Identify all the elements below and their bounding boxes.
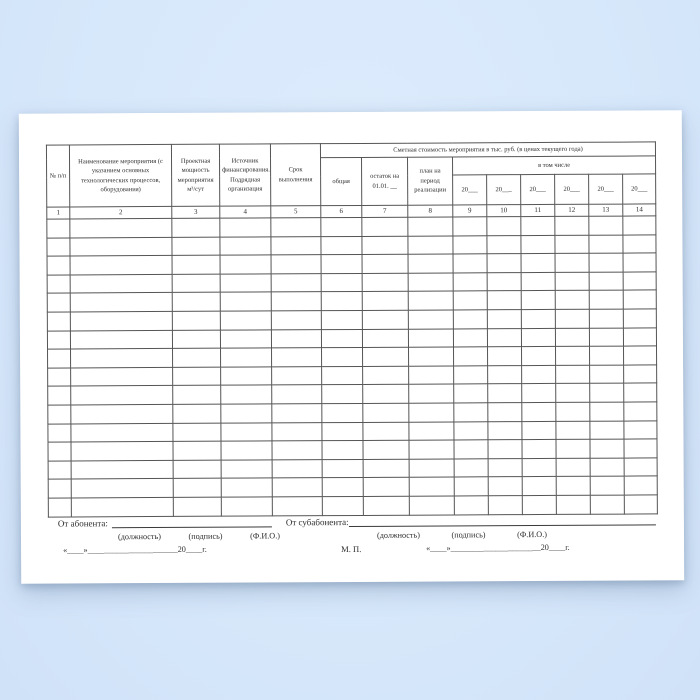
empty-cell [454,347,488,366]
empty-cell [487,272,521,291]
col-header-including: в том числе [453,156,656,175]
empty-cell [272,478,322,497]
empty-cell [453,235,487,254]
empty-cell [624,402,657,421]
position-caption: (должность) [376,530,420,540]
empty-cell [590,383,624,402]
empty-cell [71,404,173,423]
empty-cell [71,386,173,405]
empty-cell [71,479,173,498]
empty-cell [453,217,487,236]
empty-cell [522,477,556,496]
empty-cell [271,255,321,274]
name-caption: (Ф.И.О.) [517,529,548,540]
empty-cell [488,477,522,496]
empty-cell [556,439,590,458]
empty-cell [321,310,362,329]
empty-cell [488,347,522,366]
empty-cell [624,458,657,477]
empty-cell [487,235,521,254]
empty-cell [556,402,590,421]
empty-cell [488,365,522,384]
empty-cell [555,216,589,235]
empty-cell [272,404,322,423]
col-header-remainder: остаток на 01.01. __ [362,157,408,205]
empty-cell [556,421,590,440]
empty-cell [173,478,221,497]
empty-cell [173,386,221,405]
empty-cell [71,423,173,442]
empty-cell [362,254,408,273]
column-number-cell: 10 [487,205,521,217]
empty-cell [590,402,624,421]
empty-cell [556,346,590,365]
empty-cell [47,275,70,294]
signature-caption: (подпись) [188,531,223,541]
empty-cell [521,216,555,235]
empty-cell [48,479,71,498]
col-header-number: № п/п [46,145,69,207]
empty-cell [590,476,624,495]
empty-cell [454,496,488,515]
empty-cell [321,217,362,236]
empty-cell [453,310,487,329]
empty-cell [522,402,556,421]
position-caption: (должность) [117,532,161,542]
table-row [48,495,657,517]
empty-cell [363,422,409,441]
empty-cell [555,291,589,310]
empty-cell [590,458,624,477]
empty-cell [70,218,172,237]
empty-cell [488,440,522,459]
column-number-cell: 11 [521,204,555,216]
empty-cell [172,218,220,237]
empty-cell [488,384,522,403]
abonent-captions [118,531,280,541]
empty-cell [321,329,362,348]
col-header-plan-period: план на период реализации [408,157,453,205]
empty-cell [363,459,409,478]
empty-cell [522,421,556,440]
empty-cell [220,274,271,293]
empty-cell [221,385,272,404]
empty-cell [70,256,172,275]
year-column-header: 20___ [453,175,487,205]
empty-cell [47,256,70,275]
col-header-event-name: Наименование мероприятия (с указанием основных технологических процессов, оборудования) [69,144,171,207]
empty-cell [453,291,487,310]
empty-cell [173,348,221,367]
empty-cell [221,497,272,516]
column-number-cell: 6 [321,205,362,217]
empty-cell [363,366,409,385]
empty-cell [488,421,522,440]
empty-cell [555,253,589,272]
empty-cell [173,367,221,386]
empty-cell [488,403,522,422]
empty-cell [362,217,408,236]
signature-caption: (подпись) [451,530,486,540]
empty-cell [220,311,271,330]
empty-cell [589,272,623,291]
empty-cell [71,460,173,479]
empty-cell [487,291,521,310]
empty-cell [589,216,623,235]
empty-cell [272,497,322,516]
column-number-cell: 5 [271,206,321,218]
empty-cell [272,366,322,385]
year-column-header: 20___ [623,174,656,204]
empty-cell [623,216,656,235]
empty-cell [48,461,71,480]
empty-cell [409,421,454,440]
empty-cell [590,346,624,365]
empty-cell [408,310,453,329]
empty-cell [522,365,556,384]
empty-cell [454,403,488,422]
empty-cell [48,424,71,443]
empty-cell [590,365,624,384]
empty-cell [487,254,521,273]
empty-cell [488,496,522,515]
empty-cell [589,253,623,272]
empty-cell [409,403,454,422]
empty-cell [322,422,363,441]
empty-cell [363,385,409,404]
empty-cell [408,254,453,273]
empty-cell [173,423,221,442]
empty-cell [272,459,322,478]
empty-cell [487,310,521,329]
empty-cell [173,441,221,460]
empty-cell [521,309,555,328]
empty-cell [624,383,657,402]
empty-cell [624,495,657,514]
empty-cell [623,309,656,328]
empty-cell [522,440,556,459]
empty-cell [47,293,70,312]
empty-cell [623,234,656,253]
empty-cell [321,236,362,255]
empty-cell [71,367,173,386]
column-number-cell: 7 [362,205,408,217]
empty-cell [408,329,453,348]
from-abonent-label: От абонента: [57,518,108,529]
empty-cell [556,458,590,477]
empty-cell [521,235,555,254]
empty-cell [321,255,362,274]
empty-cell [71,497,173,516]
empty-cell [47,238,70,257]
empty-cell [220,218,271,237]
empty-cell [322,478,363,497]
empty-cell [48,349,71,368]
empty-cell [488,458,522,477]
empty-cell [271,218,321,237]
column-number-cell: 14 [623,204,656,216]
empty-cell [220,237,271,256]
empty-cell [322,441,363,460]
empty-cell [221,422,272,441]
empty-cell [322,385,363,404]
empty-cell [362,236,408,255]
empty-cell [272,348,322,367]
empty-cell [271,329,321,348]
empty-cell [589,328,623,347]
empty-cell [70,237,172,256]
empty-cell [272,422,322,441]
empty-cell [220,329,271,348]
empty-cell [322,348,363,367]
empty-cell [590,495,624,514]
column-number-cell: 1 [47,207,70,219]
empty-cell [362,273,408,292]
empty-cell [453,273,487,292]
col-header-estimated-cost: Сметная стоимость мероприятия в тыс. руб. (в ценах текущего года) [320,142,655,158]
empty-cell [624,365,657,384]
empty-cell [70,311,172,330]
empty-cell [172,255,220,274]
empty-cell [70,293,172,312]
empty-cell [362,292,408,311]
empty-cell [623,346,656,365]
empty-cell [454,421,488,440]
empty-cell [172,330,220,349]
empty-cell [172,293,220,312]
subabonent-date-line: «____»______________________20____г. [426,542,570,553]
empty-cell [408,236,453,255]
empty-cell [409,440,454,459]
empty-cell [172,311,220,330]
empty-cell [221,460,272,479]
col-header-deadline: Срок выполнения [270,144,320,206]
column-number-cell: 9 [453,205,487,217]
column-number-cell: 12 [555,204,589,216]
empty-cell [70,330,172,349]
empty-cell [363,347,409,366]
signature-line-row [58,514,656,528]
year-column-header: 20___ [589,174,623,204]
empty-cell [454,366,488,385]
empty-cell [589,309,623,328]
empty-cell [556,477,590,496]
empty-cell [173,460,221,479]
empty-cell [590,421,624,440]
empty-cell [172,237,220,256]
empty-cell [48,368,71,387]
empty-cell [47,331,70,350]
abonent-date-line: «____»______________________20____г. [63,544,207,555]
empty-cell [48,498,71,517]
col-header-funding-source: Источник финансирования. Подрядная организация [219,144,270,206]
empty-cell [409,459,454,478]
subabonent-signature-line [349,514,656,527]
empty-cell [70,274,172,293]
empty-cell [555,272,589,291]
empty-cell [409,477,454,496]
empty-cell [408,291,453,310]
empty-cell [221,348,272,367]
column-number-cell: 4 [220,206,271,218]
empty-cell [623,327,656,346]
year-column-header: 20___ [487,175,521,205]
empty-cell [555,235,589,254]
empty-cell [173,404,221,423]
empty-cell [362,310,408,329]
column-number-cell: 2 [70,206,172,219]
empty-cell [409,496,454,515]
empty-cell [623,272,656,291]
empty-cell [487,328,521,347]
empty-cell [362,329,408,348]
empty-cell [624,439,657,458]
empty-cell [363,478,409,497]
empty-cell [322,403,363,422]
empty-cell [48,405,71,424]
name-caption: (Ф.И.О.) [250,531,281,541]
empty-cell [48,386,71,405]
empty-cell [321,273,362,292]
empty-cell [272,441,322,460]
empty-cell [172,274,220,293]
from-subabonent-label: От субабонента: [285,517,349,528]
empty-cell [408,217,453,236]
table-body [47,216,658,517]
empty-cell [453,328,487,347]
empty-cell [71,442,173,461]
empty-cell [48,442,71,461]
empty-cell [71,349,173,368]
empty-cell [522,495,556,514]
empty-cell [363,403,409,422]
empty-cell [409,384,454,403]
empty-cell [271,273,321,292]
empty-cell [624,476,657,495]
empty-cell [271,311,321,330]
empty-cell [221,404,272,423]
events-cost-table [46,141,658,517]
empty-cell [322,496,363,515]
empty-cell [408,273,453,292]
empty-cell [623,290,656,309]
col-header-total: общая [321,157,362,205]
empty-cell [624,420,657,439]
empty-cell [409,347,454,366]
empty-cell [453,254,487,273]
empty-cell [623,253,656,272]
empty-cell [322,366,363,385]
empty-cell [556,365,590,384]
empty-cell [173,497,221,516]
empty-cell [522,384,556,403]
empty-cell [409,366,454,385]
year-column-header: 20___ [521,174,555,204]
empty-cell [589,290,623,309]
empty-cell [522,347,556,366]
empty-cell [521,272,555,291]
empty-cell [271,236,321,255]
empty-cell [221,478,272,497]
empty-cell [521,328,555,347]
empty-cell [522,458,556,477]
empty-cell [487,217,521,236]
empty-cell [220,292,271,311]
empty-cell [271,292,321,311]
empty-cell [363,496,409,515]
empty-cell [521,254,555,273]
empty-cell [272,385,322,404]
subabonent-captions [377,530,547,540]
stamp-label: М. П. [341,543,362,555]
empty-cell [556,384,590,403]
column-number-cell: 8 [408,205,453,217]
year-column-header: 20___ [555,174,589,204]
empty-cell [47,219,70,238]
empty-cell [454,459,488,478]
empty-cell [590,439,624,458]
document-sheet [19,110,684,583]
empty-cell [555,328,589,347]
empty-cell [555,309,589,328]
empty-cell [220,255,271,274]
column-number-cell: 3 [172,206,220,218]
col-header-capacity: Проектная мощность мероприятия м³/сут [171,144,219,206]
empty-cell [589,235,623,254]
empty-cell [556,495,590,514]
empty-cell [454,384,488,403]
empty-cell [363,440,409,459]
empty-cell [521,291,555,310]
empty-cell [221,367,272,386]
empty-cell [47,312,70,331]
empty-cell [322,459,363,478]
empty-cell [454,477,488,496]
empty-cell [454,440,488,459]
empty-cell [321,292,362,311]
abonent-signature-line [112,516,272,528]
empty-cell [221,441,272,460]
column-number-cell: 13 [589,204,623,216]
